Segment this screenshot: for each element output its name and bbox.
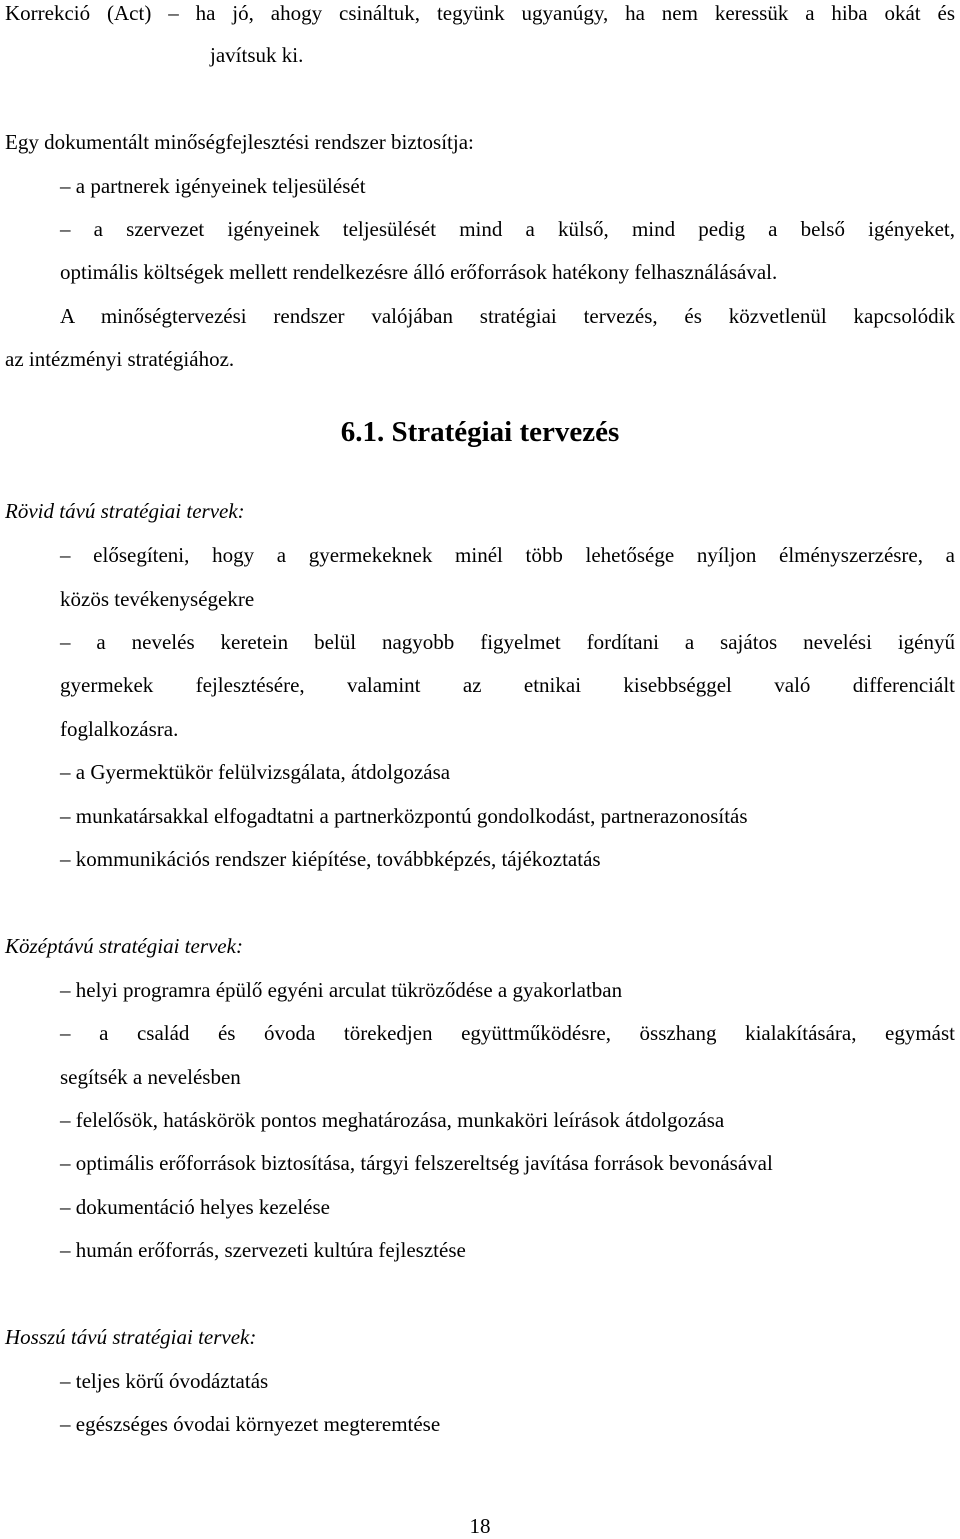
list-item: – kommunikációs rendszer kiépítése, továbbképzés, tájékoztatás xyxy=(60,847,601,871)
paragraph-line: az intézményi stratégiához. xyxy=(5,347,235,371)
list-item-continuation: közös tevékenységekre xyxy=(60,587,255,611)
short-term-title: Rövid távú stratégiai tervek: xyxy=(5,499,245,523)
list-item: – humán erőforrás, szervezeti kultúra fejlesztése xyxy=(60,1238,466,1262)
list-item: – a Gyermektükör felülvizsgálata, átdolgozása xyxy=(60,760,451,784)
mid-term-title: Középtávú stratégiai tervek: xyxy=(5,934,243,958)
list-item: – teljes körű óvodáztatás xyxy=(60,1369,269,1393)
long-term-title: Hosszú távú stratégiai tervek: xyxy=(5,1325,257,1349)
korrekcio-text-line-2: javítsuk ki. xyxy=(210,43,304,67)
list-item-continuation: segítsék a nevelésben xyxy=(60,1065,241,1089)
list-item: – egészséges óvodai környezet megteremtése xyxy=(60,1412,441,1436)
korrekcio-text-line-1: Korrekció (Act) – ha jó, ahogy csináltuk, tegyünk ugyanúgy, ha nem keressük a hiba okát és xyxy=(5,1,955,25)
list-item: – helyi programra épülő egyéni arculat tükröződése a gyakorlatban xyxy=(60,978,623,1002)
list-item-continuation: gyermekek fejlesztésére, valamint az etnikai kisebbséggel való differenciált xyxy=(60,673,955,697)
list-item: – elősegíteni, hogy a gyermekeknek minél több lehetősége nyíljon élményszerzésre, a xyxy=(60,543,955,567)
list-item: – optimális erőforrások biztosítása, tárgyi felszereltség javítása források bevonásával xyxy=(60,1151,773,1175)
list-item: – a szervezet igényeinek teljesülését mind a külső, mind pedig a belső igényeket, xyxy=(60,217,955,241)
paragraph-line: A minőségtervezési rendszer valójában stratégiai tervezés, és közvetlenül kapcsolódik xyxy=(60,304,955,328)
list-item: – felelősök, hatáskörök pontos meghatározása, munkaköri leírások átdolgozása xyxy=(60,1108,725,1132)
list-item: – a partnerek igényeinek teljesülését xyxy=(60,174,366,198)
list-item: – a nevelés keretein belül nagyobb figyelmet fordítani a sajátos nevelési igényű xyxy=(60,630,955,654)
list-item: – munkatársakkal elfogadtatni a partnerközpontú gondolkodást, partnerazonosítás xyxy=(60,804,748,828)
quality-system-intro: Egy dokumentált minőségfejlesztési rendszer biztosítja: xyxy=(5,130,474,154)
list-item: – a család és óvoda törekedjen együttműködésre, összhang kialakítására, egymást xyxy=(60,1021,955,1045)
list-item: – dokumentáció helyes kezelése xyxy=(60,1195,330,1219)
list-item-continuation: optimális költségek mellett rendelkezésre álló erőforrások hatékony felhasználásával. xyxy=(60,260,778,284)
page-number: 18 xyxy=(469,1514,491,1538)
list-item-continuation: foglalkozásra. xyxy=(60,717,179,741)
section-heading: 6.1. Stratégiai tervezés xyxy=(340,416,620,448)
